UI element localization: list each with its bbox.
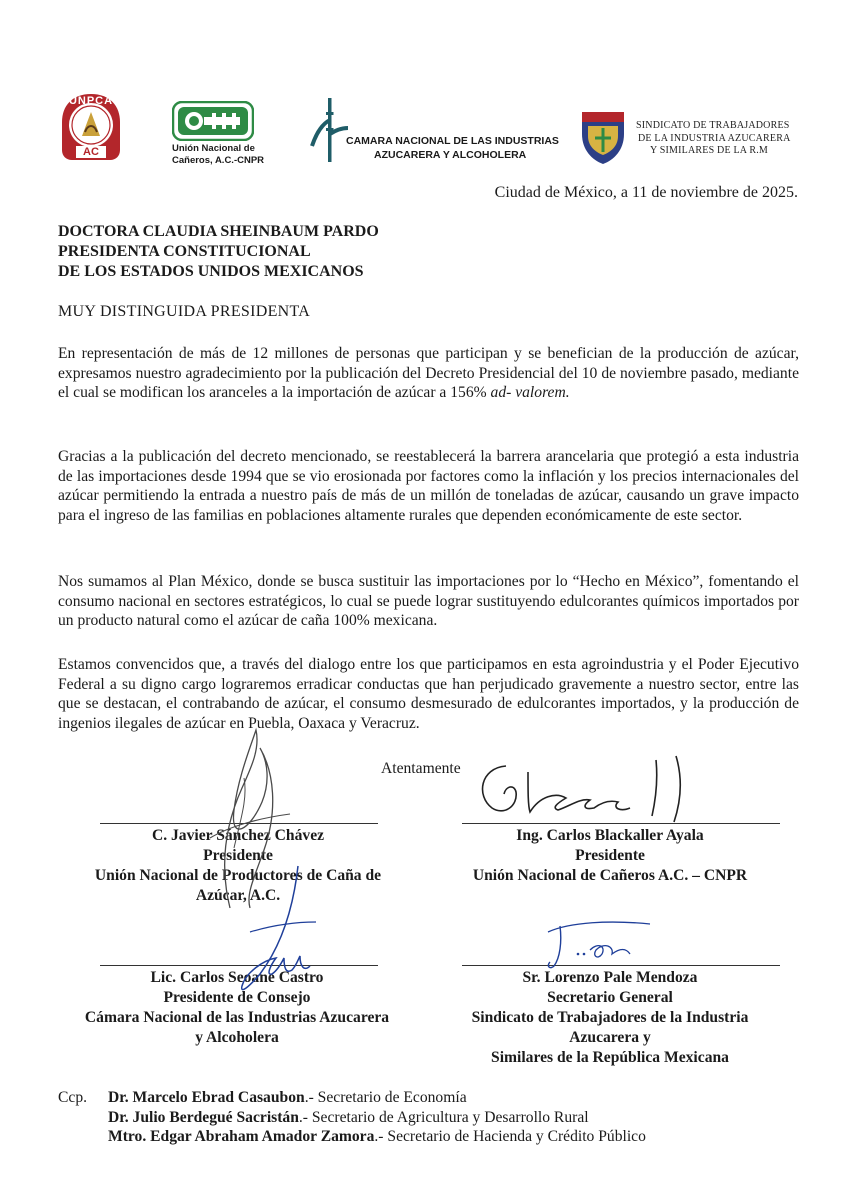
addressee-line3: DE LOS ESTADOS UNIDOS MEXICANOS <box>58 263 364 280</box>
signature-line-1 <box>100 823 378 824</box>
cnpr-caption <box>172 143 292 167</box>
signatory-1 <box>58 826 418 906</box>
signatory-1-title: Presidente <box>203 847 273 864</box>
paragraph-2: Gracias a la publicación del decreto mencionado, se reestablecerá la barrera arancelaria que protegió a esta industria de las importaciones desde 1994 que se vio erosionada por factores como la inflación y los precios internacionales del azúcar permitiendo la entrada a nuestro país de más de un millón de toneladas de azúcar, causando un grave impacto para el ingreso de las familias en poblaciones altamente rurales que dependen económicamente de este sector. <box>58 448 799 524</box>
signatory-1-name: C. Javier Sánchez Chávez <box>151 827 325 844</box>
signature-line-4 <box>462 965 780 966</box>
unpca-logo <box>58 92 124 166</box>
ccp-recipient <box>108 1088 828 1108</box>
signatory-3-name: Lic. Carlos Seoane Castro <box>150 969 324 986</box>
paragraph-1-text: En representación de más de 12 millones de personas que participan y se benefician de la producción de azúcar, expresamos nuestro agradecimiento por la publicación del Decreto Presidencial del 10 de noviembre pasado, mediante el cual se modifican los aranceles a la importación de azúcar a 156% <box>58 345 799 402</box>
unpca-sub: AC <box>83 146 99 158</box>
signatory-4 <box>440 968 780 1068</box>
ccp-recipient-role: .- Secretario de Agricultura y Desarrollo Rural <box>298 1108 589 1126</box>
signatory-2 <box>440 826 780 886</box>
camara-logo <box>310 98 559 162</box>
signature-line-2 <box>462 823 780 824</box>
signatory-2-title: Presidente <box>575 847 645 864</box>
signature-line-3 <box>100 965 378 966</box>
ccp-recipient-name: Dr. Julio Berdegué Sacristán <box>108 1108 299 1126</box>
cnpr-caption-line1: Unión Nacional de <box>172 143 255 154</box>
signatory-3-org-line2: y Alcoholera <box>195 1029 279 1046</box>
addressee-line1: DOCTORA CLAUDIA SHEINBAUM PARDO <box>58 223 379 240</box>
signatory-4-org-line1: Sindicato de Trabajadores de la Industria <box>471 1009 749 1026</box>
signatory-4-org-line3: Similares de la República Mexicana <box>491 1049 729 1066</box>
closing: Atentamente <box>381 760 461 777</box>
signatory-2-name: Ing. Carlos Blackaller Ayala <box>516 827 704 844</box>
unpca-initials: UNPCA <box>68 95 114 107</box>
signatory-3-title: Presidente de Consejo <box>163 989 311 1006</box>
paragraph-3: Nos sumamos al Plan México, donde se busca sustituir las importaciones por lo “Hecho en México”, fomentando el consumo nacional en sectores estratégicos, lo cual se puede lograr sustituyendo edulcorantes químicos importados por un producto natural como el azúcar de caña 100% mexicana. <box>58 573 799 630</box>
camara-caption-line1: CAMARA NACIONAL DE LAS INDUSTRIAS <box>346 135 559 147</box>
signatory-4-name: Sr. Lorenzo Pale Mendoza <box>522 969 698 986</box>
sindicato-caption <box>636 120 816 158</box>
salutation: MUY DISTINGUIDA PRESIDENTA <box>58 303 311 320</box>
ccp-label: Ccp. <box>58 1089 88 1106</box>
paragraph-1 <box>58 344 799 403</box>
signature-scribble-4 <box>540 912 690 972</box>
cnpr-logo <box>172 101 265 166</box>
ccp-recipient-name: Mtro. Edgar Abraham Amador Zamora <box>108 1128 375 1145</box>
camara-caption <box>346 134 566 162</box>
signatory-3 <box>40 968 434 1048</box>
signatory-1-org-line2: Azúcar, A.C. <box>195 887 281 904</box>
sindicato-caption-line2: DE LA INDUSTRIA AZUCARERA <box>638 132 791 144</box>
ccp-recipient-role: .- Secretario de Hacienda y Crédito Público <box>374 1128 646 1145</box>
sindicato-logo <box>580 108 791 166</box>
ccp-recipient-role: .- Secretario de Economía <box>304 1089 467 1106</box>
signature-scribble-2 <box>470 752 720 832</box>
ccp-list <box>108 1088 828 1147</box>
paragraph-4: Estamos convencidos que, a través del dialogo entre los que participamos en esta agroindustria y el Poder Ejecutivo Federal a su digno cargo lograremos erradicar conductas que han perjudicado gravemente a nuestro sector, entre las que se destacan, el contrabando de azúcar, el consumo desmesurado de edulcorantes importados, y la producción de ingenios ilegales de azúcar en Puebla, Oaxaca y Veracruz. <box>58 656 799 732</box>
letter-date: Ciudad de México, a 11 de noviembre de 2025. <box>494 184 798 201</box>
signatory-2-org-line1: Unión Nacional de Cañeros A.C. – CNPR <box>472 867 748 884</box>
ccp-recipient <box>108 1127 828 1147</box>
signatory-4-org-line2: Azucarera y <box>569 1029 651 1046</box>
cnpr-caption-line2: Cañeros, A.C.-CNPR <box>172 155 265 166</box>
signatory-4-title: Secretario General <box>547 989 673 1006</box>
paragraph-1-italic: ad- valorem. <box>490 384 570 402</box>
addressee-block <box>58 222 379 282</box>
signatory-1-org-line1: Unión Nacional de Productores de Caña de <box>94 867 382 884</box>
ccp-recipient-name: Dr. Marcelo Ebrad Casaubon <box>108 1089 305 1106</box>
ccp-recipient <box>108 1108 828 1128</box>
camara-caption-line2: AZUCARERA Y ALCOHOLERA <box>374 149 527 161</box>
signatory-3-org-line1: Cámara Nacional de las Industrias Azucarera <box>84 1009 390 1026</box>
sindicato-caption-line3: Y SIMILARES DE LA R.M <box>650 145 769 156</box>
sindicato-caption-line1: SINDICATO DE TRABAJADORES <box>636 120 790 131</box>
addressee-line2: PRESIDENTA CONSTITUCIONAL <box>58 243 311 260</box>
